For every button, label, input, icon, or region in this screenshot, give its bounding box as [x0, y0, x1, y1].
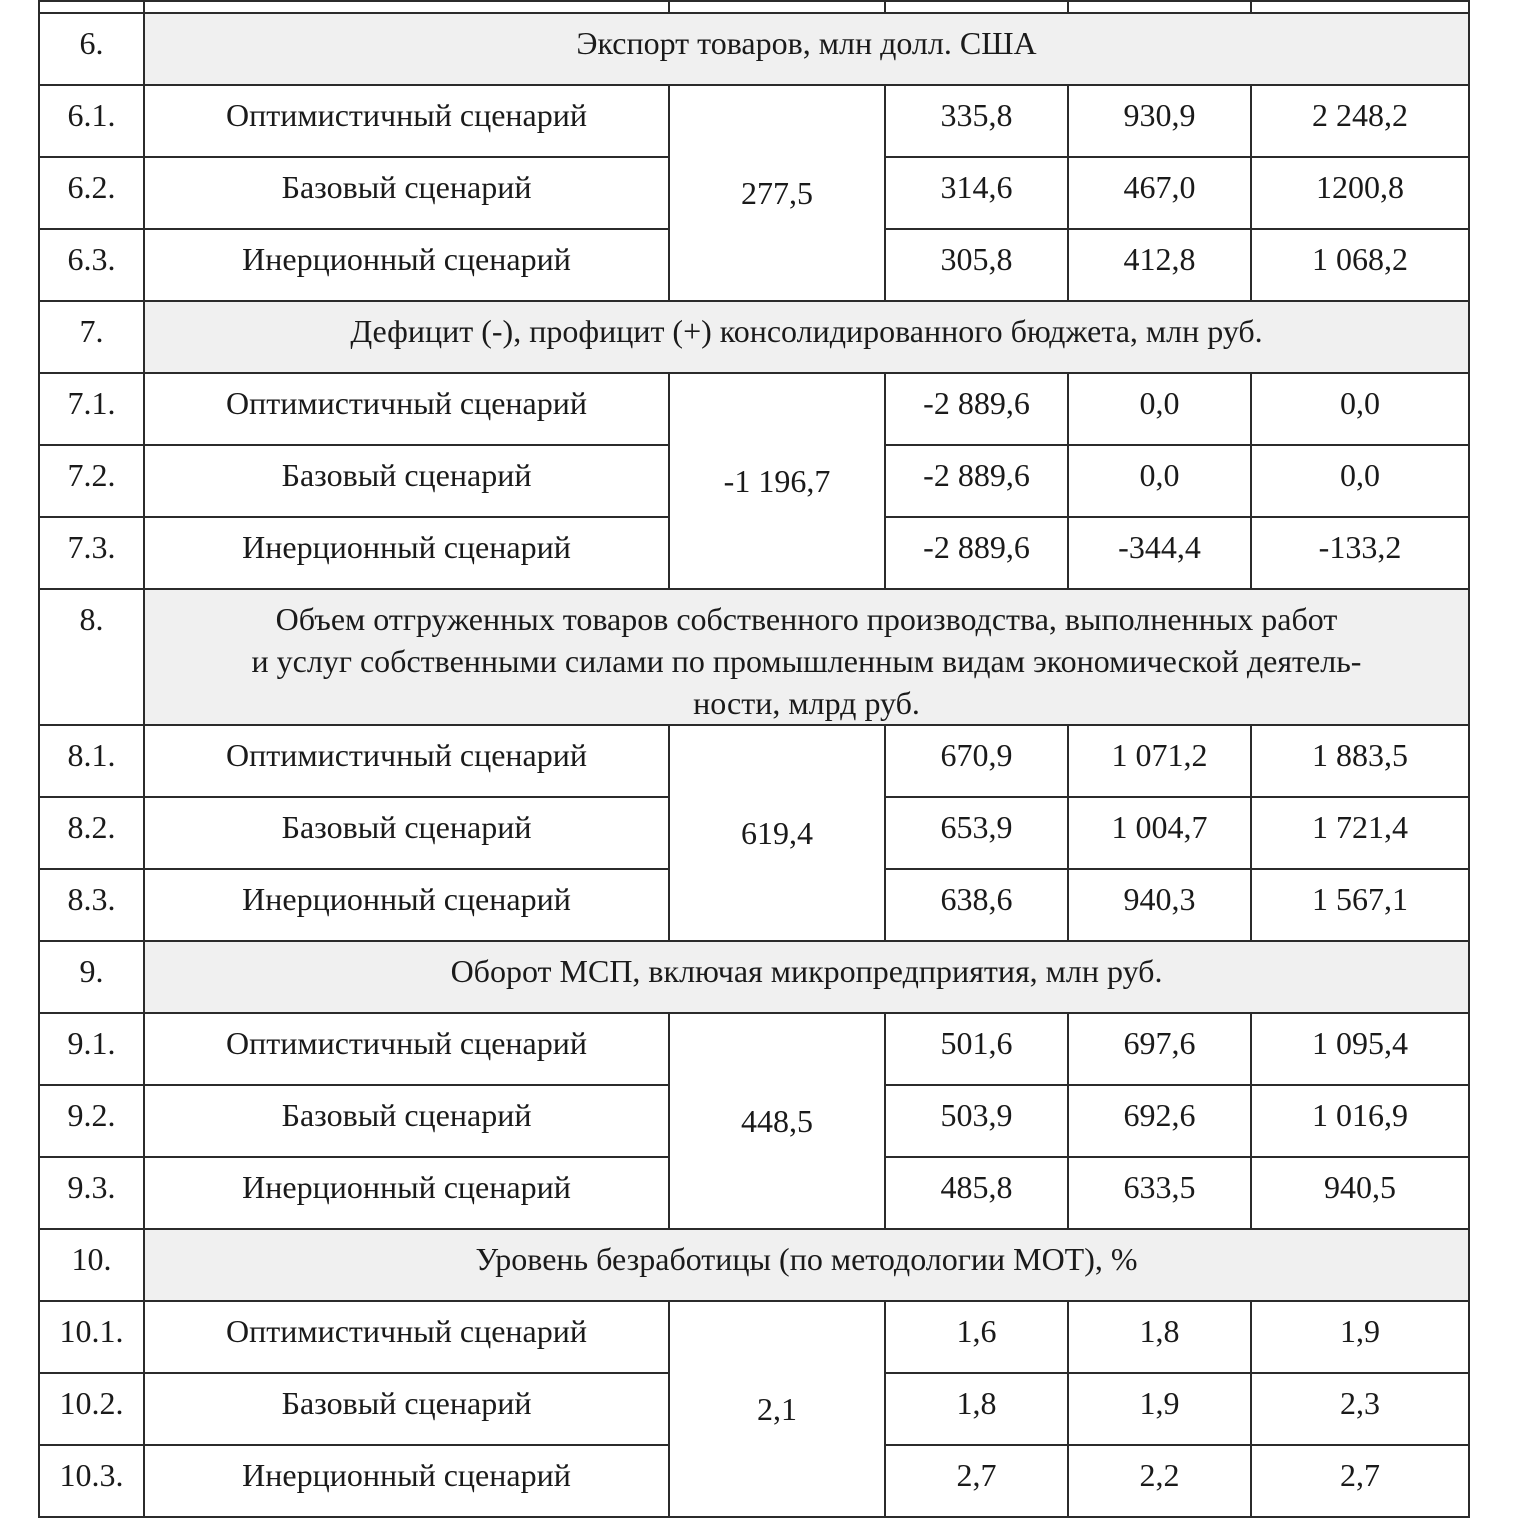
- table-row: [39, 1013, 1469, 1085]
- row-number: 8.2.: [39, 797, 144, 869]
- row-number: 8.3.: [39, 869, 144, 941]
- value-cell: 2,3: [1251, 1373, 1469, 1445]
- base-value: 277,5: [669, 85, 885, 301]
- section-number: 8.: [39, 589, 144, 725]
- section-header-row: [39, 941, 1469, 1013]
- row-number: 8.1.: [39, 725, 144, 797]
- section-number: 6.: [39, 13, 144, 85]
- table-row: [39, 85, 1469, 157]
- value-cell: 697,6: [1068, 1013, 1251, 1085]
- value-cell: 653,9: [885, 797, 1068, 869]
- value-cell: 1 004,7: [1068, 797, 1251, 869]
- value-cell: 1,9: [1251, 1301, 1469, 1373]
- scenario-name: Оптимистичный сценарий: [144, 85, 669, 157]
- value-cell: 2,7: [885, 1445, 1068, 1517]
- row-number: 9.2.: [39, 1085, 144, 1157]
- value-cell: -344,4: [1068, 517, 1251, 589]
- table-cell: [39, 1, 144, 13]
- value-cell: 467,0: [1068, 157, 1251, 229]
- forecast-table: [38, 0, 1470, 1518]
- base-value: -1 196,7: [669, 373, 885, 589]
- scenario-name: Базовый сценарий: [144, 1085, 669, 1157]
- row-number: 10.3.: [39, 1445, 144, 1517]
- scenario-name: Инерционный сценарий: [144, 229, 669, 301]
- value-cell: -2 889,6: [885, 517, 1068, 589]
- row-number: 6.3.: [39, 229, 144, 301]
- scenario-name: Инерционный сценарий: [144, 517, 669, 589]
- row-number: 10.1.: [39, 1301, 144, 1373]
- scenario-name: Оптимистичный сценарий: [144, 1013, 669, 1085]
- value-cell: 305,8: [885, 229, 1068, 301]
- forecast-table-container: [38, 0, 1468, 1518]
- value-cell: 0,0: [1068, 373, 1251, 445]
- table-row: [39, 725, 1469, 797]
- base-value: 619,4: [669, 725, 885, 941]
- row-number: 9.3.: [39, 1157, 144, 1229]
- value-cell: 1 016,9: [1251, 1085, 1469, 1157]
- row-number: 9.1.: [39, 1013, 144, 1085]
- row-number: 7.2.: [39, 445, 144, 517]
- value-cell: 692,6: [1068, 1085, 1251, 1157]
- value-cell: 940,3: [1068, 869, 1251, 941]
- row-number: 7.3.: [39, 517, 144, 589]
- value-cell: 1,8: [1068, 1301, 1251, 1373]
- value-cell: 1 883,5: [1251, 725, 1469, 797]
- value-cell: 335,8: [885, 85, 1068, 157]
- scenario-name: Базовый сценарий: [144, 445, 669, 517]
- section-header-row: [39, 13, 1469, 85]
- value-cell: 1 068,2: [1251, 229, 1469, 301]
- scenario-name: Инерционный сценарий: [144, 1157, 669, 1229]
- scenario-name: Базовый сценарий: [144, 797, 669, 869]
- section-header-row: [39, 1229, 1469, 1301]
- section-number: 9.: [39, 941, 144, 1013]
- value-cell: 0,0: [1251, 445, 1469, 517]
- value-cell: 1 095,4: [1251, 1013, 1469, 1085]
- value-cell: -2 889,6: [885, 373, 1068, 445]
- value-cell: -133,2: [1251, 517, 1469, 589]
- scenario-name: Оптимистичный сценарий: [144, 1301, 669, 1373]
- value-cell: 412,8: [1068, 229, 1251, 301]
- value-cell: 1,9: [1068, 1373, 1251, 1445]
- section-title: Дефицит (-), профицит (+) консолидированного бюджета, млн руб.: [144, 301, 1469, 373]
- value-cell: 1,8: [885, 1373, 1068, 1445]
- table-cell: [885, 1, 1068, 13]
- value-cell: 314,6: [885, 157, 1068, 229]
- table-cell: [1068, 1, 1251, 13]
- value-cell: 1 567,1: [1251, 869, 1469, 941]
- section-header-row: [39, 301, 1469, 373]
- value-cell: 485,8: [885, 1157, 1068, 1229]
- scenario-name: Базовый сценарий: [144, 157, 669, 229]
- value-cell: 0,0: [1251, 373, 1469, 445]
- table-cell: [144, 1, 669, 13]
- value-cell: 1200,8: [1251, 157, 1469, 229]
- scenario-name: Оптимистичный сценарий: [144, 725, 669, 797]
- value-cell: -2 889,6: [885, 445, 1068, 517]
- section-title-line: ности, млрд руб.: [693, 685, 920, 721]
- value-cell: 501,6: [885, 1013, 1068, 1085]
- table-row: [39, 1301, 1469, 1373]
- section-title: Оборот МСП, включая микропредприятия, млн руб.: [144, 941, 1469, 1013]
- scenario-name: Инерционный сценарий: [144, 1445, 669, 1517]
- value-cell: 503,9: [885, 1085, 1068, 1157]
- value-cell: 1 721,4: [1251, 797, 1469, 869]
- value-cell: 1,6: [885, 1301, 1068, 1373]
- table-cell: [669, 1, 885, 13]
- section-header-row: [39, 589, 1469, 725]
- value-cell: 633,5: [1068, 1157, 1251, 1229]
- base-value: 2,1: [669, 1301, 885, 1517]
- value-cell: 2,2: [1068, 1445, 1251, 1517]
- section-title-line: Объем отгруженных товаров собственного производства, выполненных работ: [275, 601, 1338, 637]
- scenario-name: Базовый сценарий: [144, 1373, 669, 1445]
- base-value: 448,5: [669, 1013, 885, 1229]
- section-title: [144, 589, 1469, 725]
- section-title: Экспорт товаров, млн долл. США: [144, 13, 1469, 85]
- scenario-name: Оптимистичный сценарий: [144, 373, 669, 445]
- row-number: 7.1.: [39, 373, 144, 445]
- section-number: 7.: [39, 301, 144, 373]
- value-cell: 0,0: [1068, 445, 1251, 517]
- value-cell: 940,5: [1251, 1157, 1469, 1229]
- value-cell: 638,6: [885, 869, 1068, 941]
- row-number: 10.2.: [39, 1373, 144, 1445]
- section-number: 10.: [39, 1229, 144, 1301]
- value-cell: 1 071,2: [1068, 725, 1251, 797]
- row-number: 6.1.: [39, 85, 144, 157]
- section-title: Уровень безработицы (по методологии МОТ), %: [144, 1229, 1469, 1301]
- value-cell: 670,9: [885, 725, 1068, 797]
- scenario-name: Инерционный сценарий: [144, 869, 669, 941]
- row-number: 6.2.: [39, 157, 144, 229]
- value-cell: 2 248,2: [1251, 85, 1469, 157]
- value-cell: 930,9: [1068, 85, 1251, 157]
- table-row: [39, 373, 1469, 445]
- table-cell: [1251, 1, 1469, 13]
- table-row-cutoff: [39, 1, 1469, 13]
- value-cell: 2,7: [1251, 1445, 1469, 1517]
- section-title-line: и услуг собственными силами по промышленным видам экономической деятель-: [251, 643, 1362, 679]
